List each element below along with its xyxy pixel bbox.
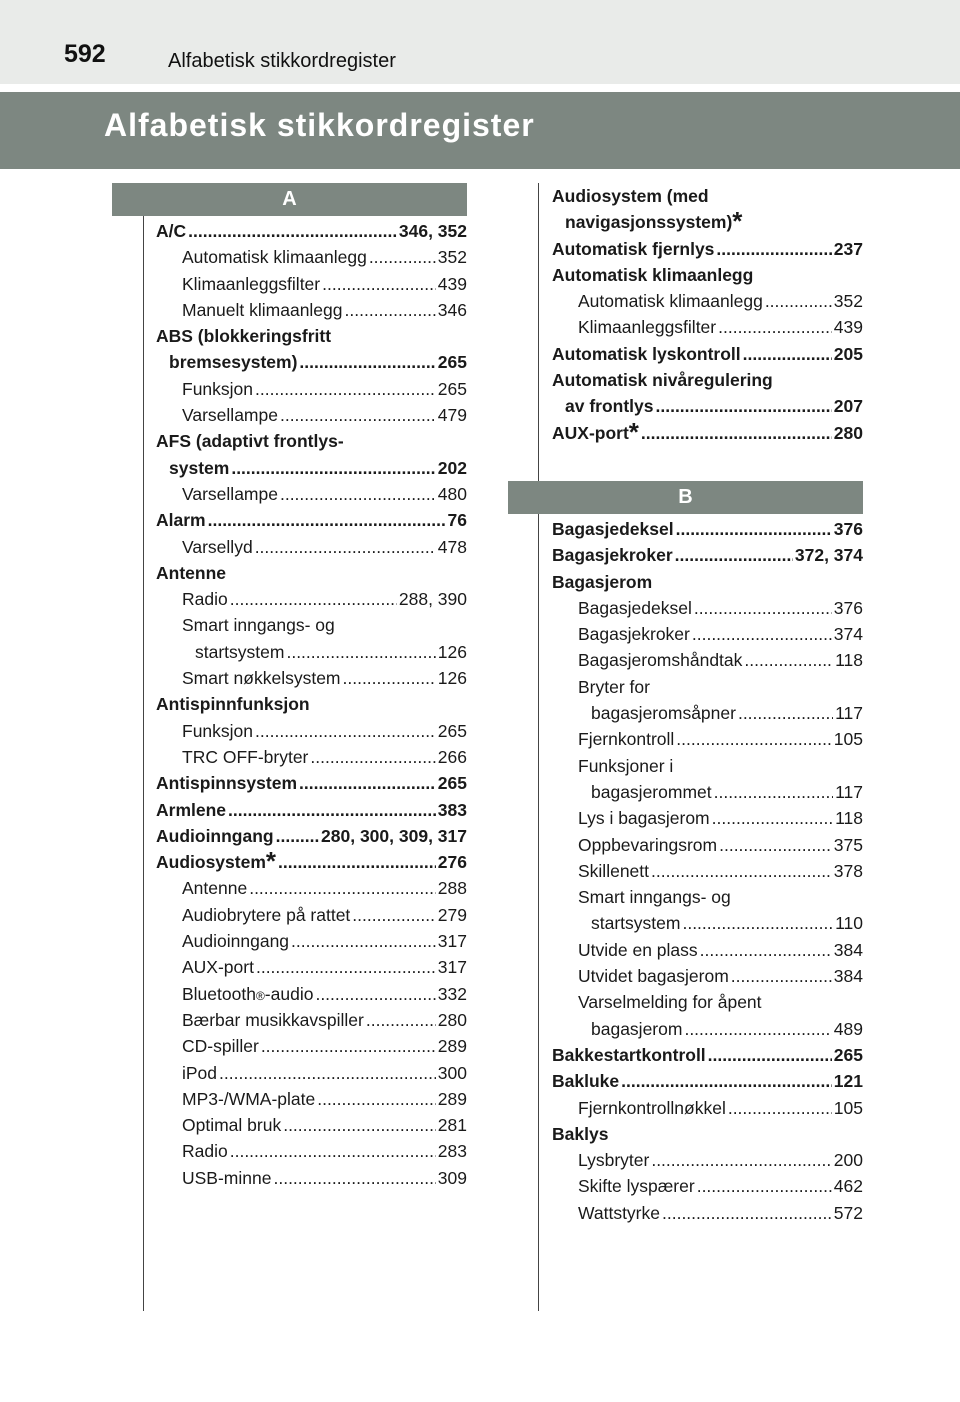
dot-leader: [712, 805, 833, 831]
index-entry-term: Alarm: [156, 510, 206, 531]
page-reference: 332: [437, 983, 467, 1004]
dot-leader: [694, 595, 832, 621]
dot-leader: [369, 244, 436, 270]
dot-leader: [310, 744, 435, 770]
page-reference: 462: [833, 1176, 863, 1197]
page-reference: 372, 374: [794, 545, 863, 566]
index-entry: [552, 884, 863, 910]
index-entry: [552, 542, 863, 568]
index-entry-term: TRC OFF-bryter: [182, 746, 309, 767]
index-entry: [156, 928, 467, 954]
index-entry-term: Antenne: [182, 878, 248, 899]
dot-leader: [656, 393, 832, 419]
dot-leader: [280, 402, 436, 428]
index-entry-term: Funksjon: [182, 720, 254, 741]
dot-leader: [230, 1138, 436, 1164]
index-entry-term: Audiosystem: [156, 852, 266, 873]
index-entry-term: Klimaanleggsfilter: [578, 317, 717, 338]
page-reference: 279: [437, 904, 467, 925]
index-entry-term: Bagasjerom: [552, 571, 653, 592]
page-reference: 479: [437, 405, 467, 426]
page-reference: 480: [437, 483, 467, 504]
page-reference: 126: [437, 668, 467, 689]
dot-leader: [255, 534, 436, 560]
page-reference: 280: [833, 422, 863, 443]
index-entry-term: Skillenett: [578, 860, 650, 881]
dot-leader: [315, 981, 435, 1007]
dot-leader: [621, 1068, 832, 1094]
page-reference: 346: [437, 299, 467, 320]
index-entry-term: Varsellampe: [182, 405, 278, 426]
index-entry-term: Bagasjeromshåndtak: [578, 650, 743, 671]
index-entry: [552, 621, 863, 647]
running-head: Alfabetisk stikkordregister: [168, 50, 396, 72]
dot-leader: [343, 665, 436, 691]
index-entry-term: Skifte lyspærer: [578, 1176, 695, 1197]
dot-leader: [366, 1007, 436, 1033]
index-entry-term: MP3-/WMA-plate: [182, 1088, 316, 1109]
page-reference: 289: [437, 1088, 467, 1109]
page-reference: 265: [437, 352, 467, 373]
index-entry-term: Smart inngangs- og: [182, 615, 335, 636]
page-reference: 378: [833, 860, 863, 881]
index-entry: [552, 647, 863, 673]
page-reference: 375: [833, 834, 863, 855]
index-entry-term: bremsesystem): [169, 352, 298, 373]
dot-leader: [728, 1095, 832, 1121]
page-reference: 200: [833, 1150, 863, 1171]
index-entry: [156, 770, 467, 796]
dot-leader: [255, 376, 436, 402]
dot-leader: [219, 1060, 436, 1086]
page-reference: 207: [833, 396, 863, 417]
index-column-1: [112, 183, 467, 1191]
index-entry-term: startsystem: [195, 641, 285, 662]
page-reference: 118: [835, 808, 863, 829]
index-entry: [156, 1165, 467, 1191]
index-entry: [156, 323, 467, 349]
dot-leader: [228, 797, 436, 823]
dot-leader: [286, 639, 435, 665]
index-entry-term: Bagasjekroker: [552, 545, 673, 566]
index-entry-term: AUX-port: [182, 957, 254, 978]
dot-leader: [697, 1173, 832, 1199]
dot-leader: [744, 647, 833, 673]
dot-leader: [283, 1112, 436, 1138]
page-reference: 280, 300, 309, 317: [321, 825, 467, 846]
index-entry: [552, 805, 863, 831]
index-entry: [552, 858, 863, 884]
page-reference: 126: [437, 641, 467, 662]
index-entry: [552, 963, 863, 989]
index-entry: [156, 1086, 467, 1112]
page-reference: 384: [833, 939, 863, 960]
page-reference: 317: [437, 957, 467, 978]
index-entry-term: Automatisk lyskontroll: [552, 343, 741, 364]
dot-leader: [276, 823, 319, 849]
index-entry: [552, 674, 863, 700]
index-entry: [156, 954, 467, 980]
index-entry-term: Bakluke: [552, 1071, 620, 1092]
dot-leader: [256, 954, 436, 980]
index-entry: [156, 376, 467, 402]
dot-leader: [317, 1086, 436, 1112]
index-entry: [156, 271, 467, 297]
index-entry: [156, 797, 467, 823]
index-entry: [552, 393, 863, 419]
page-reference: 117: [835, 703, 863, 724]
index-entry-term: Radio: [182, 589, 228, 610]
index-entry: [552, 832, 863, 858]
page-reference: 376: [833, 597, 863, 618]
dot-leader: [718, 314, 832, 340]
index-entry-term: av frontlys: [565, 396, 654, 417]
page-reference: 281: [437, 1115, 467, 1136]
index-entry-term: Audioinngang: [156, 825, 274, 846]
index-entry-term: Automatisk klimaanlegg: [552, 264, 754, 285]
index-entry: [156, 455, 467, 481]
index-entry: [156, 507, 467, 533]
page-reference: 265: [437, 378, 467, 399]
index-entry-term: Optimal bruk: [182, 1115, 282, 1136]
index-entry: Audiosystem * ..... 276: [156, 849, 467, 875]
index-entry: [156, 718, 467, 744]
index-entry-term: Bagasjekroker: [578, 624, 690, 645]
page-reference: 265: [833, 1044, 863, 1065]
index-entry: [552, 937, 863, 963]
index-entry-term: Bagasjedeksel: [552, 518, 674, 539]
dot-leader: [261, 1033, 436, 1059]
dot-leader: [692, 621, 832, 647]
index-entry: [552, 236, 863, 262]
page-reference: 280: [437, 1009, 467, 1030]
index-entry: [552, 1173, 863, 1199]
dot-leader: [231, 455, 435, 481]
index-entry-term: AFS (adaptivt frontlys-: [156, 431, 344, 452]
dot-leader: [684, 1016, 831, 1042]
page-reference: 289: [437, 1036, 467, 1057]
index-entry-term: Automatisk klimaanlegg: [578, 291, 763, 312]
index-entry: [156, 1033, 467, 1059]
dot-leader: [738, 700, 833, 726]
page-reference: 117: [835, 781, 863, 802]
index-entry: [552, 516, 863, 542]
dot-leader: [278, 849, 436, 875]
dot-leader: [352, 902, 436, 928]
index-column-2b-entries: [508, 516, 863, 1226]
index-entry-term: Fjernkontrollnøkkel: [578, 1097, 726, 1118]
index-entry-term: Automatisk nivåregulering: [552, 370, 773, 391]
dot-leader: [322, 271, 436, 297]
index-entry-term: Fjernkontroll: [578, 729, 675, 750]
index-entry: [156, 534, 467, 560]
index-entry-term: Armlene: [156, 799, 227, 820]
index-entry-term: AUX-port: [552, 422, 629, 443]
index-entry: [156, 1138, 467, 1164]
dot-leader: [299, 349, 435, 375]
dot-leader: [345, 297, 436, 323]
index-entry-term: Manuelt klimaanlegg: [182, 299, 343, 320]
section-letter-b: B: [508, 481, 863, 514]
index-entry-term: navigasjonssystem): [565, 212, 733, 233]
dot-leader: [230, 586, 397, 612]
index-entry: [552, 1016, 863, 1042]
index-entry: [156, 218, 467, 244]
index-column-2: [508, 183, 863, 1226]
page-reference: 205: [833, 343, 863, 364]
index-entry: [552, 910, 863, 936]
index-entry: [156, 244, 467, 270]
dot-leader: [676, 516, 832, 542]
page-reference: 383: [437, 799, 467, 820]
page-reference: 317: [437, 931, 467, 952]
dot-leader: [249, 875, 436, 901]
index-column-2a-entries: [508, 183, 863, 446]
index-entry-term: bagasjeromsåpner: [591, 703, 736, 724]
index-entry: [156, 481, 467, 507]
page-reference: 300: [437, 1062, 467, 1083]
dot-leader: [708, 1042, 832, 1068]
page-reference: 110: [835, 913, 863, 934]
page-reference: 439: [437, 273, 467, 294]
index-entry-term: Audioinngang: [182, 931, 290, 952]
index-entry: [552, 779, 863, 805]
index-entry: [552, 989, 863, 1015]
index-entry-term: Lys i bagasjerom: [578, 808, 710, 829]
dot-leader: [208, 507, 446, 533]
page-reference: 237: [833, 238, 863, 259]
dot-leader: [682, 910, 833, 936]
index-entry: [156, 744, 467, 770]
dot-leader: [714, 779, 833, 805]
index-entry: [552, 288, 863, 314]
index-entry: navigasjonssystem) *: [565, 206, 743, 237]
dot-leader: [719, 832, 832, 858]
index-entry-term: bagasjerommet: [591, 781, 712, 802]
dot-leader: [765, 288, 832, 314]
index-entry: [156, 428, 467, 454]
index-entry-term: Automatisk klimaanlegg: [182, 247, 367, 268]
index-entry: [156, 902, 467, 928]
index-entry: [156, 297, 467, 323]
index-entry-term-suffix: -audio: [264, 983, 314, 1004]
index-entry-term: CD-spiller: [182, 1036, 259, 1057]
page-reference: 105: [833, 729, 863, 750]
page-reference: 439: [833, 317, 863, 338]
index-entry: [552, 595, 863, 621]
index-entry-term: Smart inngangs- og: [578, 887, 731, 908]
index-entry: [552, 1200, 863, 1226]
index-entry-term: Antenne: [156, 562, 226, 583]
index-entry-term: system: [169, 457, 230, 478]
index-entry: AUX-port * ..... 280: [552, 420, 863, 446]
index-entry: [552, 367, 863, 393]
dot-leader: [675, 542, 793, 568]
index-entry: [552, 1042, 863, 1068]
index-entry: [552, 1147, 863, 1173]
index-entry: [156, 665, 467, 691]
index-entry-term: Funksjon: [182, 378, 254, 399]
page-reference: 266: [437, 746, 467, 767]
index-entry-term: Antispinnsystem: [156, 773, 297, 794]
page-reference: 105: [833, 1097, 863, 1118]
dot-leader: [651, 858, 832, 884]
index-entry-term: ABS (blokkeringsfritt: [156, 326, 332, 347]
index-entry: [156, 1112, 467, 1138]
index-entry: [552, 341, 863, 367]
page-reference: 346, 352: [398, 221, 467, 241]
index-entry: [156, 349, 467, 375]
page-reference: 288: [437, 878, 467, 899]
dot-leader: [676, 726, 832, 752]
index-entry: [156, 560, 467, 586]
index-entry-term: Automatisk fjernlys: [552, 238, 715, 259]
index-entry: [552, 753, 863, 779]
index-entry: [156, 691, 467, 717]
index-entry: [552, 569, 863, 595]
dot-leader: [641, 420, 832, 446]
index-entry-term: Baklys: [552, 1123, 609, 1144]
index-entry: [156, 639, 467, 665]
page-title: Alfabetisk stikkordregister: [104, 107, 535, 143]
index-entry-term: Utvidet bagasjerom: [578, 966, 729, 987]
page-reference: 352: [437, 247, 467, 268]
page-reference: 276: [437, 852, 467, 873]
index-entry: [552, 1068, 863, 1094]
page-reference: 309: [437, 1167, 467, 1188]
index-entry-term: Radio: [182, 1141, 228, 1162]
dot-leader: [716, 236, 831, 262]
page-reference: 352: [833, 291, 863, 312]
index-entry: [156, 586, 467, 612]
dot-leader: [291, 928, 436, 954]
page-reference: 288, 390: [398, 589, 467, 610]
dot-leader: [743, 341, 832, 367]
index-entry: [552, 726, 863, 752]
index-entry-term: Utvide en plass: [578, 939, 698, 960]
index-entry-term: Varselmelding for åpent: [578, 992, 762, 1013]
index-entry-term: Smart nøkkelsystem: [182, 668, 341, 689]
dot-leader: [188, 218, 397, 244]
page-reference: 202: [437, 457, 467, 478]
page-number: 592: [64, 40, 106, 68]
index-entry: [156, 612, 467, 638]
dot-leader: [280, 481, 436, 507]
section-letter-a: A: [112, 183, 467, 216]
page-reference: 376: [833, 518, 863, 539]
dot-leader: [651, 1147, 831, 1173]
index-entry-term: Audiobrytere på rattet: [182, 904, 351, 925]
index-entry: [552, 1095, 863, 1121]
page-reference: 489: [833, 1018, 863, 1039]
index-entry-term: Wattstyrke: [578, 1202, 660, 1223]
index-entry-term: Varsellampe: [182, 483, 278, 504]
index-entry: [552, 262, 863, 288]
dot-leader: [299, 770, 436, 796]
index-entry-term: A/C: [156, 221, 187, 241]
section-gap: [508, 446, 863, 481]
index-entry-term: Klimaanleggsfilter: [182, 273, 321, 294]
index-entry: [552, 314, 863, 340]
index-entry: [156, 1007, 467, 1033]
index-entry-term: USB-minne: [182, 1167, 272, 1188]
page-reference: 265: [437, 773, 467, 794]
index-entry: [156, 875, 467, 901]
page-reference: 121: [833, 1071, 863, 1092]
page-reference: 374: [833, 624, 863, 645]
dot-leader: [255, 718, 436, 744]
index-entry: [156, 402, 467, 428]
index-entry-term: Bluetooth: [182, 983, 256, 1004]
index-entry: [156, 823, 467, 849]
index-entry-term: Bærbar musikkavspiller: [182, 1009, 364, 1030]
index-entry-term: Oppbevaringsrom: [578, 834, 718, 855]
index-entry-term: Funksjoner i: [578, 755, 674, 776]
index-entry-term: Bakkestartkontroll: [552, 1044, 706, 1065]
page-reference: 572: [833, 1202, 863, 1223]
index-entry-term: Bagasjedeksel: [578, 597, 692, 618]
index-entry: Bluetooth ® -audio ..... 332: [156, 981, 467, 1007]
index-entry-term: Bryter for: [578, 676, 650, 697]
dot-leader: [662, 1200, 832, 1226]
index-entry: [552, 183, 863, 209]
index-column-1-entries: [112, 218, 467, 1191]
page-reference: 76: [447, 510, 467, 531]
index-entry: [552, 1121, 863, 1147]
index-entry: [156, 1060, 467, 1086]
index-entry-term: iPod: [182, 1062, 218, 1083]
index-entry-term: Varsellyd: [182, 536, 253, 557]
page-reference: 283: [437, 1141, 467, 1162]
dot-leader: [700, 937, 832, 963]
top-header-bar: [0, 0, 960, 84]
page-reference: 384: [833, 966, 863, 987]
page-reference: 478: [437, 536, 467, 557]
dot-leader: [273, 1165, 435, 1191]
dot-leader: [731, 963, 832, 989]
index-entry-term: startsystem: [591, 913, 681, 934]
index-entry: [552, 700, 863, 726]
index-entry-term: Lysbryter: [578, 1150, 650, 1171]
page-reference: 265: [437, 720, 467, 741]
index-entry-term: Antispinnfunksjon: [156, 694, 310, 715]
index-entry-term: bagasjerom: [591, 1018, 683, 1039]
index-entry-term: Audiosystem (med: [552, 186, 709, 206]
page-reference: 118: [835, 650, 863, 671]
